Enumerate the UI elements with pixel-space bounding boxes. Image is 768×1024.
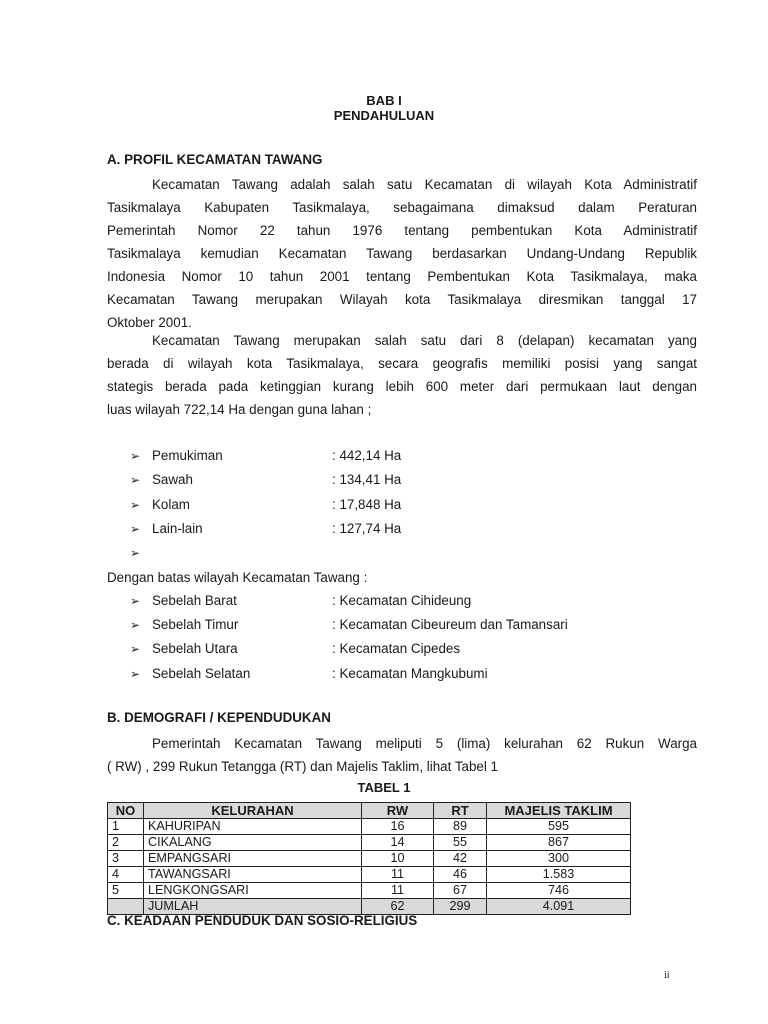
section-c-heading: C. KEADAAN PENDUDUK DAN SOSIO-RELIGIUS [107,913,418,928]
section-a-paragraph-1 [107,173,697,334]
cell-kelurahan: LENGKONGSARI [144,883,362,899]
cell-kelurahan: KAHURIPAN [144,819,362,835]
header-kelurahan: KELURAHAN [144,803,362,819]
header-no: NO [108,803,144,819]
cell-rt: 55 [434,835,487,851]
cell-majelis: 595 [487,819,631,835]
bullet-arrow-icon: ➢ [130,546,141,560]
cell-no: 2 [108,835,144,851]
section-b-heading: B. DEMOGRAFI / KEPENDUDUKAN [107,710,331,725]
boundary-item: ➢ Sebelah Timur : Kecamatan Cibeureum dan Tamansari [130,615,568,635]
chapter-number: BAB I [366,93,402,108]
bullet-arrow-icon: ➢ [130,473,141,487]
cell-total-label: JUMLAH [144,899,362,915]
table-row [108,851,631,867]
header-rt: RT [434,803,487,819]
cell-kelurahan: TAWANGSARI [144,867,362,883]
cell-rw-total: 62 [362,899,434,915]
cell-no: 4 [108,867,144,883]
land-use-item-empty [130,543,332,563]
boundary-item: ➢ Sebelah Utara : Kecamatan Cipedes [130,639,460,659]
cell-rw: 10 [362,851,434,867]
bullet-arrow-icon: ➢ [130,642,141,656]
paragraph-line: Kecamatan Tawang merupakan salah satu dari 8 (delapan) kecamatan yang [152,333,697,348]
land-use-item: ➢ Lain-lain : 127,74 Ha [130,519,401,539]
land-use-item: ➢ Kolam : 17,848 Ha [130,495,401,515]
cell-rt-total: 299 [434,899,487,915]
paragraph-line: Kecamatan Tawang merupakan Wilayah kota Tasikmalaya diresmikan tanggal 17 [107,292,697,307]
cell-majelis-total: 4.091 [487,899,631,915]
header-majelis-taklim: MAJELIS TAKLIM [487,803,631,819]
cell-majelis: 867 [487,835,631,851]
paragraph-line: Oktober 2001. [107,315,192,330]
table-caption: TABEL 1 [357,780,411,795]
bullet-arrow-icon: ➢ [130,522,141,536]
bullet-arrow-icon: ➢ [130,667,141,681]
table-row [108,883,631,899]
cell-majelis: 1.583 [487,867,631,883]
paragraph-line: berada di wilayah kota Tasikmalaya, secara geografis memiliki posisi yang sangat [107,356,697,371]
cell-rt: 67 [434,883,487,899]
cell-rt: 42 [434,851,487,867]
cell-no: 5 [108,883,144,899]
cell-rw: 11 [362,867,434,883]
chapter-title: PENDAHULUAN [333,108,435,123]
bullet-arrow-icon: ➢ [130,594,141,608]
paragraph-line: Pemerintah Kecamatan Tawang meliputi 5 (lima) kelurahan 62 Rukun Warga [152,736,697,751]
cell-kelurahan: EMPANGSARI [144,851,362,867]
paragraph-line: stategis berada pada ketinggian kurang lebih 600 meter dari permukaan laut dengan [107,379,697,394]
bullet-arrow-icon: ➢ [130,618,141,632]
cell-rt: 89 [434,819,487,835]
section-b-paragraph [107,732,697,778]
cell-no: 1 [108,819,144,835]
paragraph-line: Indonesia Nomor 10 tahun 2001 tentang Pembentukan Kota Tasikmalaya, maka [107,269,697,284]
cell-no: 3 [108,851,144,867]
cell-kelurahan: CIKALANG [144,835,362,851]
cell-rw: 14 [362,835,434,851]
paragraph-line: Tasikmalaya kemudian Kecamatan Tawang berdasarkan Undang-Undang Republik [107,246,697,261]
cell-majelis: 746 [487,883,631,899]
boundary-item: ➢ Sebelah Barat : Kecamatan Cihideung [130,591,471,611]
table-row [108,867,631,883]
bullet-arrow-icon: ➢ [130,498,141,512]
kelurahan-table [107,802,631,915]
section-a-heading: A. PROFIL KECAMATAN TAWANG [107,152,323,167]
cell-rw: 11 [362,883,434,899]
land-use-item: ➢ Pemukiman : 442,14 Ha [130,446,401,466]
bullet-arrow-icon: ➢ [130,449,141,463]
table-header-row [108,803,631,819]
boundary-intro: Dengan batas wilayah Kecamatan Tawang : [107,570,368,585]
table-row [108,819,631,835]
paragraph-line: Tasikmalaya Kabupaten Tasikmalaya, sebagaimana dimaksud dalam Peraturan [107,200,697,215]
land-use-item: ➢ Sawah : 134,41 Ha [130,470,401,490]
table-row [108,835,631,851]
paragraph-line: Pemerintah Nomor 22 tahun 1976 tentang pembentukan Kota Administratif [107,223,697,238]
page-number: ii [664,970,670,981]
boundary-item: ➢ Sebelah Selatan : Kecamatan Mangkubumi [130,664,488,684]
section-a-paragraph-2 [107,329,697,421]
paragraph-line: ( RW) , 299 Rukun Tetangga (RT) dan Majelis Taklim, lihat Tabel 1 [107,759,498,774]
cell-rt: 46 [434,867,487,883]
paragraph-line: luas wilayah 722,14 Ha dengan guna lahan ; [107,402,372,417]
header-rw: RW [362,803,434,819]
cell-majelis: 300 [487,851,631,867]
cell-rw: 16 [362,819,434,835]
paragraph-line: Kecamatan Tawang adalah salah satu Kecamatan di wilayah Kota Administratif [152,177,697,192]
